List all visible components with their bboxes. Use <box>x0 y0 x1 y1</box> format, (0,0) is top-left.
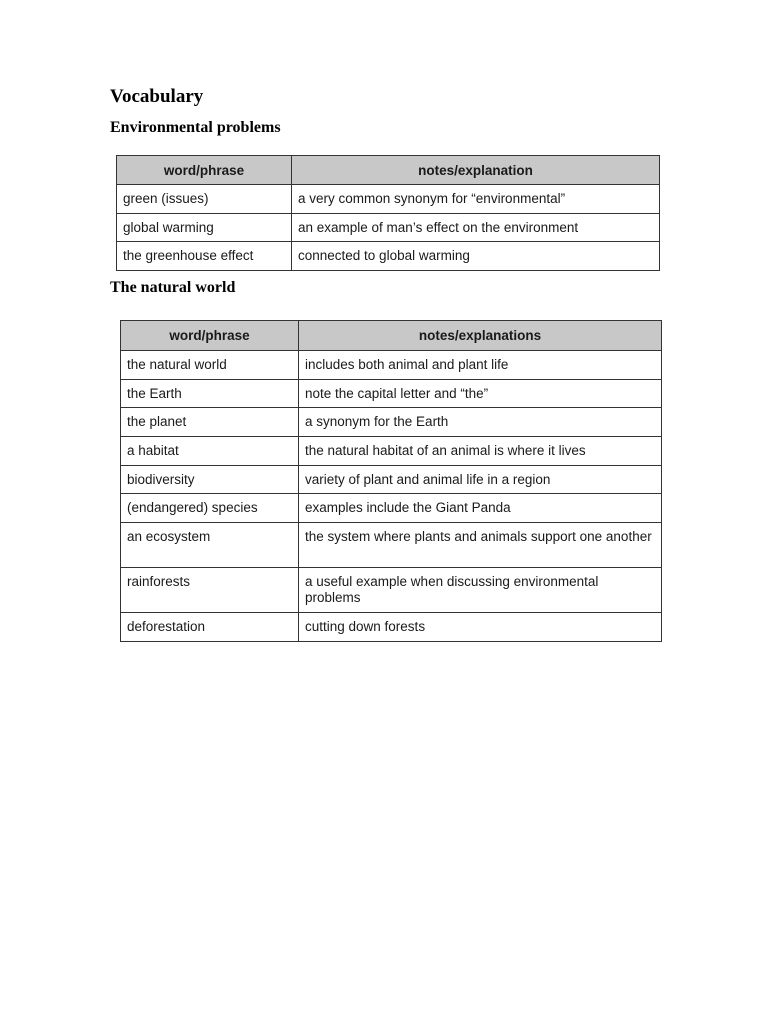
table-row <box>121 494 662 523</box>
note-cell: an example of man’s effect on the environment <box>292 213 660 242</box>
term-cell: deforestation <box>121 613 299 642</box>
note-cell: a synonym for the Earth <box>299 408 662 437</box>
table-header-row <box>117 156 660 185</box>
term-cell: a habitat <box>121 437 299 466</box>
section-heading-natural-world: The natural world <box>110 279 236 296</box>
page-title: Vocabulary <box>110 86 204 107</box>
term-cell: the greenhouse effect <box>117 242 292 271</box>
note-cell: variety of plant and animal life in a region <box>299 465 662 494</box>
environmental-problems-table <box>116 155 660 271</box>
term-cell: biodiversity <box>121 465 299 494</box>
term-cell: rainforests <box>121 568 299 613</box>
note-cell: the system where plants and animals support one another <box>299 523 662 568</box>
table-row <box>121 568 662 613</box>
term-cell: green (issues) <box>117 185 292 214</box>
table-row <box>121 613 662 642</box>
column-header-word-phrase: word/phrase <box>121 321 299 351</box>
table-row <box>121 523 662 568</box>
natural-world-table <box>120 320 662 642</box>
table-row <box>121 408 662 437</box>
term-cell: global warming <box>117 213 292 242</box>
table-row <box>121 465 662 494</box>
table-row <box>117 242 660 271</box>
table-row <box>121 437 662 466</box>
term-cell: an ecosystem <box>121 523 299 568</box>
term-cell: the planet <box>121 408 299 437</box>
note-cell: the natural habitat of an animal is where it lives <box>299 437 662 466</box>
term-cell: (endangered) species <box>121 494 299 523</box>
note-cell: a very common synonym for “environmental” <box>292 185 660 214</box>
note-cell: examples include the Giant Panda <box>299 494 662 523</box>
term-cell: the Earth <box>121 379 299 408</box>
note-cell: includes both animal and plant life <box>299 351 662 380</box>
table-row <box>121 351 662 380</box>
table-header-row <box>121 321 662 351</box>
term-cell: the natural world <box>121 351 299 380</box>
note-cell: a useful example when discussing environmental problems <box>299 568 662 613</box>
column-header-notes: notes/explanation <box>292 156 660 185</box>
table-row <box>117 185 660 214</box>
note-cell: note the capital letter and “the” <box>299 379 662 408</box>
note-cell: cutting down forests <box>299 613 662 642</box>
table-row <box>117 213 660 242</box>
column-header-notes: notes/explanations <box>299 321 662 351</box>
column-header-word-phrase: word/phrase <box>117 156 292 185</box>
note-cell: connected to global warming <box>292 242 660 271</box>
section-heading-environmental-problems: Environmental problems <box>110 119 281 136</box>
table-row <box>121 379 662 408</box>
